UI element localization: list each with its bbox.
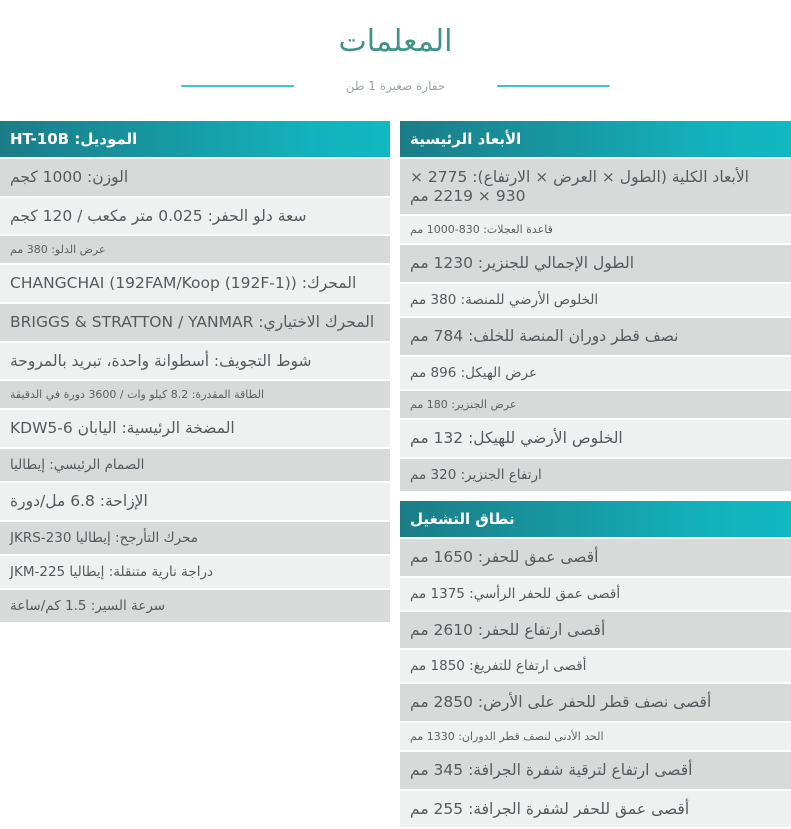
spec-row-chassis-width: عرض الهيكل: 896 مم — [400, 357, 791, 389]
spec-row-blade-lift-height: أقصى ارتفاع لترقية شفرة الجرافة: 345 مم — [400, 752, 791, 789]
page-title: المعلمات — [338, 24, 453, 59]
spec-row-blade-dig-depth: أقصى عمق للحفر لشفرة الجرافة: 255 مم — [400, 791, 791, 828]
spec-row-track-height: ارتفاع الجنزير: 320 مم — [400, 459, 791, 491]
spec-row-track-width: عرض الجنزير: 180 مم — [400, 391, 791, 418]
dimensions-column — [400, 121, 791, 829]
spec-row-overall-dimensions: الأبعاد الكلية (الطول × العرض × الارتفاع): 2775 × 930 × 2219 مم — [400, 159, 791, 214]
model-header: الموديل: HT-10B — [0, 121, 390, 157]
spec-row-chassis-clearance: الخلوص الأرضي للهيكل: 132 مم — [400, 420, 791, 457]
model-column — [0, 121, 390, 624]
spec-row-main-valve: الصمام الرئيسي: إيطاليا — [0, 449, 390, 481]
spec-columns — [0, 121, 791, 829]
spec-row-bucket-capacity: سعة دلو الحفر: 0.025 متر مكعب / 120 كجم — [0, 198, 390, 235]
spec-row-displacement: الإزاحة: 6.8 مل/دورة — [0, 483, 390, 520]
spec-row-main-pump: المضخة الرئيسية: اليابان KDW5-6 — [0, 410, 390, 447]
divider-line-right — [497, 85, 610, 87]
spec-row-weight: الوزن: 1000 كجم — [0, 159, 390, 196]
spec-row-bucket-width: عرض الدلو: 380 مم — [0, 236, 390, 263]
spec-row-optional-engine: المحرك الاختياري: BRIGGS & STRATTON / YANMAR — [0, 304, 390, 341]
spec-row-max-dump-height: أقصى ارتفاع للتفريغ: 1850 مم — [400, 650, 791, 682]
page-subtitle: حفارة صغيرة 1 طن — [345, 79, 446, 93]
dimensions-header: الأبعاد الرئيسية — [400, 121, 791, 157]
spec-row-max-vertical-dig-depth: أقصى عمق للحفر الرأسي: 1375 مم — [400, 578, 791, 610]
spec-row-track-overall-length: الطول الإجمالي للجنزير: 1230 مم — [400, 245, 791, 282]
section-gap — [400, 493, 791, 501]
spec-row-rated-power: الطاقة المقدرة: 8.2 كيلو وات / 3600 دورة في الدقيقة — [0, 381, 390, 408]
subtitle-band — [0, 79, 791, 93]
spec-row-bore-stroke: شوط التجويف: أسطوانة واحدة، تبريد بالمروحة — [0, 343, 390, 380]
divider-line-left — [181, 85, 294, 87]
operating-range-header: نطاق التشغيل — [400, 501, 791, 537]
spec-row-min-swing-radius: الحد الأدنى لنصف قطر الدوران: 1330 مم — [400, 723, 791, 750]
spec-row-max-dig-height: أقصى ارتفاع للحفر: 2610 مم — [400, 612, 791, 649]
spec-row-travel-speed: سرعة السير: 1.5 كم/ساعة — [0, 590, 390, 622]
spec-row-wheelbase: قاعدة العجلات: 830-1000 مم — [400, 216, 791, 243]
spec-row-tail-swing-radius: نصف قطر دوران المنصة للخلف: 784 مم — [400, 318, 791, 355]
spec-row-engine: المحرك: CHANGCHAI (192FAM/Koop (192F-1)) — [0, 265, 390, 302]
spec-row-travel-motor: دراجة نارية متنقلة: إيطاليا JKM-225 — [0, 556, 390, 588]
spec-row-platform-clearance: الخلوص الأرضي للمنصة: 380 مم — [400, 284, 791, 316]
spec-row-max-dig-depth: أقصى عمق للحفر: 1650 مم — [400, 539, 791, 576]
spec-row-max-dig-radius-ground: أقصى نصف قطر للحفر على الأرض: 2850 مم — [400, 684, 791, 721]
spec-row-swing-motor: محرك التأرجح: إيطاليا JKRS-230 — [0, 522, 390, 554]
